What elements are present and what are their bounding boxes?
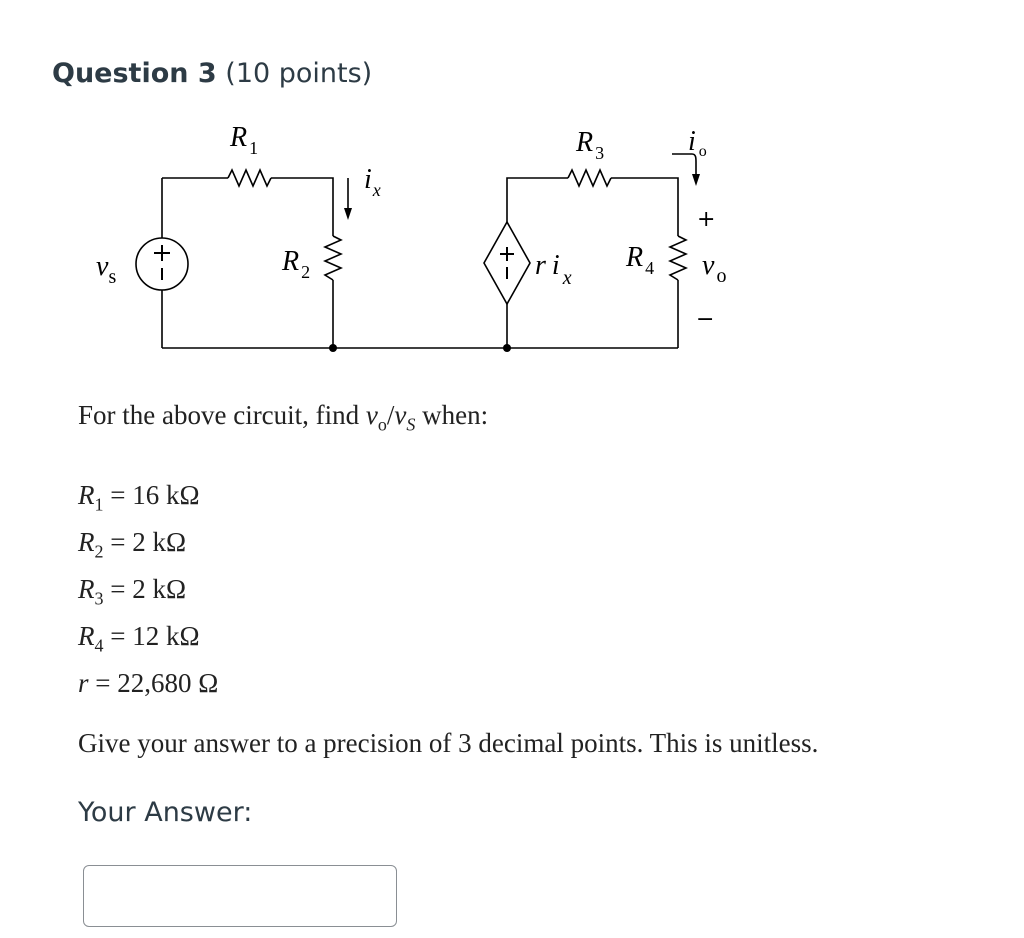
r2-label: R $_2$ bbox=[282, 246, 311, 282]
prompt-o-sub: o bbox=[377, 414, 387, 435]
prompt-prefix: For the above circuit, find bbox=[78, 400, 366, 430]
io-arrow-head bbox=[692, 174, 700, 186]
io-arrow-shaft bbox=[672, 154, 696, 176]
ix-arrow-head bbox=[344, 208, 352, 220]
r4-label: R $_4$ bbox=[626, 242, 655, 278]
resistor-r3 bbox=[568, 170, 611, 186]
value-r1: $R_1 = 16$ kΩ bbox=[78, 480, 200, 515]
circuit-diagram bbox=[0, 0, 1024, 400]
resistor-r1 bbox=[228, 170, 271, 186]
vo-plus: + bbox=[697, 207, 716, 232]
value-r2: $R_2 = 2$ kΩ bbox=[78, 527, 187, 562]
value-r3: $R_3 = 2$ kΩ bbox=[78, 574, 187, 609]
prompt-v: v bbox=[365, 400, 378, 430]
given-values bbox=[78, 472, 218, 707]
r1-label: R $_1$ bbox=[230, 122, 259, 158]
value-r: r = 22,680 Ω bbox=[78, 668, 219, 698]
prompt-suffix: when: bbox=[415, 400, 489, 430]
answer-input[interactable] bbox=[83, 865, 397, 927]
precision-instruction: Give your answer to a precision of 3 decimal points. This is unitless. bbox=[78, 728, 819, 758]
ix-label: $i_x$ bbox=[364, 164, 381, 200]
wire-r3-right bbox=[611, 178, 678, 236]
dependent-source-label: r i $_x$ bbox=[535, 250, 572, 289]
prompt-s-sub: S bbox=[406, 414, 416, 435]
question-prompt bbox=[78, 400, 488, 435]
resistor-r2 bbox=[325, 236, 341, 280]
prompt-v2: v bbox=[394, 400, 407, 430]
wire-left-top-right bbox=[271, 178, 333, 236]
answer-label: Your Answer: bbox=[78, 797, 253, 828]
vo-label: v $_o$ bbox=[702, 250, 727, 287]
vo-minus: − bbox=[696, 307, 715, 332]
question-title: Question 3 bbox=[52, 58, 217, 89]
vs-label: $v_s$ bbox=[96, 251, 117, 288]
junction-node-left bbox=[329, 344, 337, 352]
r3-label: R $_3$ bbox=[576, 127, 605, 163]
resistor-r4 bbox=[670, 236, 686, 280]
junction-node-right bbox=[503, 344, 511, 352]
io-label: i $_o$ bbox=[688, 126, 707, 160]
question-points: (10 points) bbox=[225, 58, 373, 89]
dependent-source bbox=[484, 222, 530, 304]
wire-dep-top bbox=[507, 178, 568, 222]
value-r4: $R_4 = 12$ kΩ bbox=[78, 621, 200, 656]
prompt-slash: / bbox=[386, 400, 395, 430]
